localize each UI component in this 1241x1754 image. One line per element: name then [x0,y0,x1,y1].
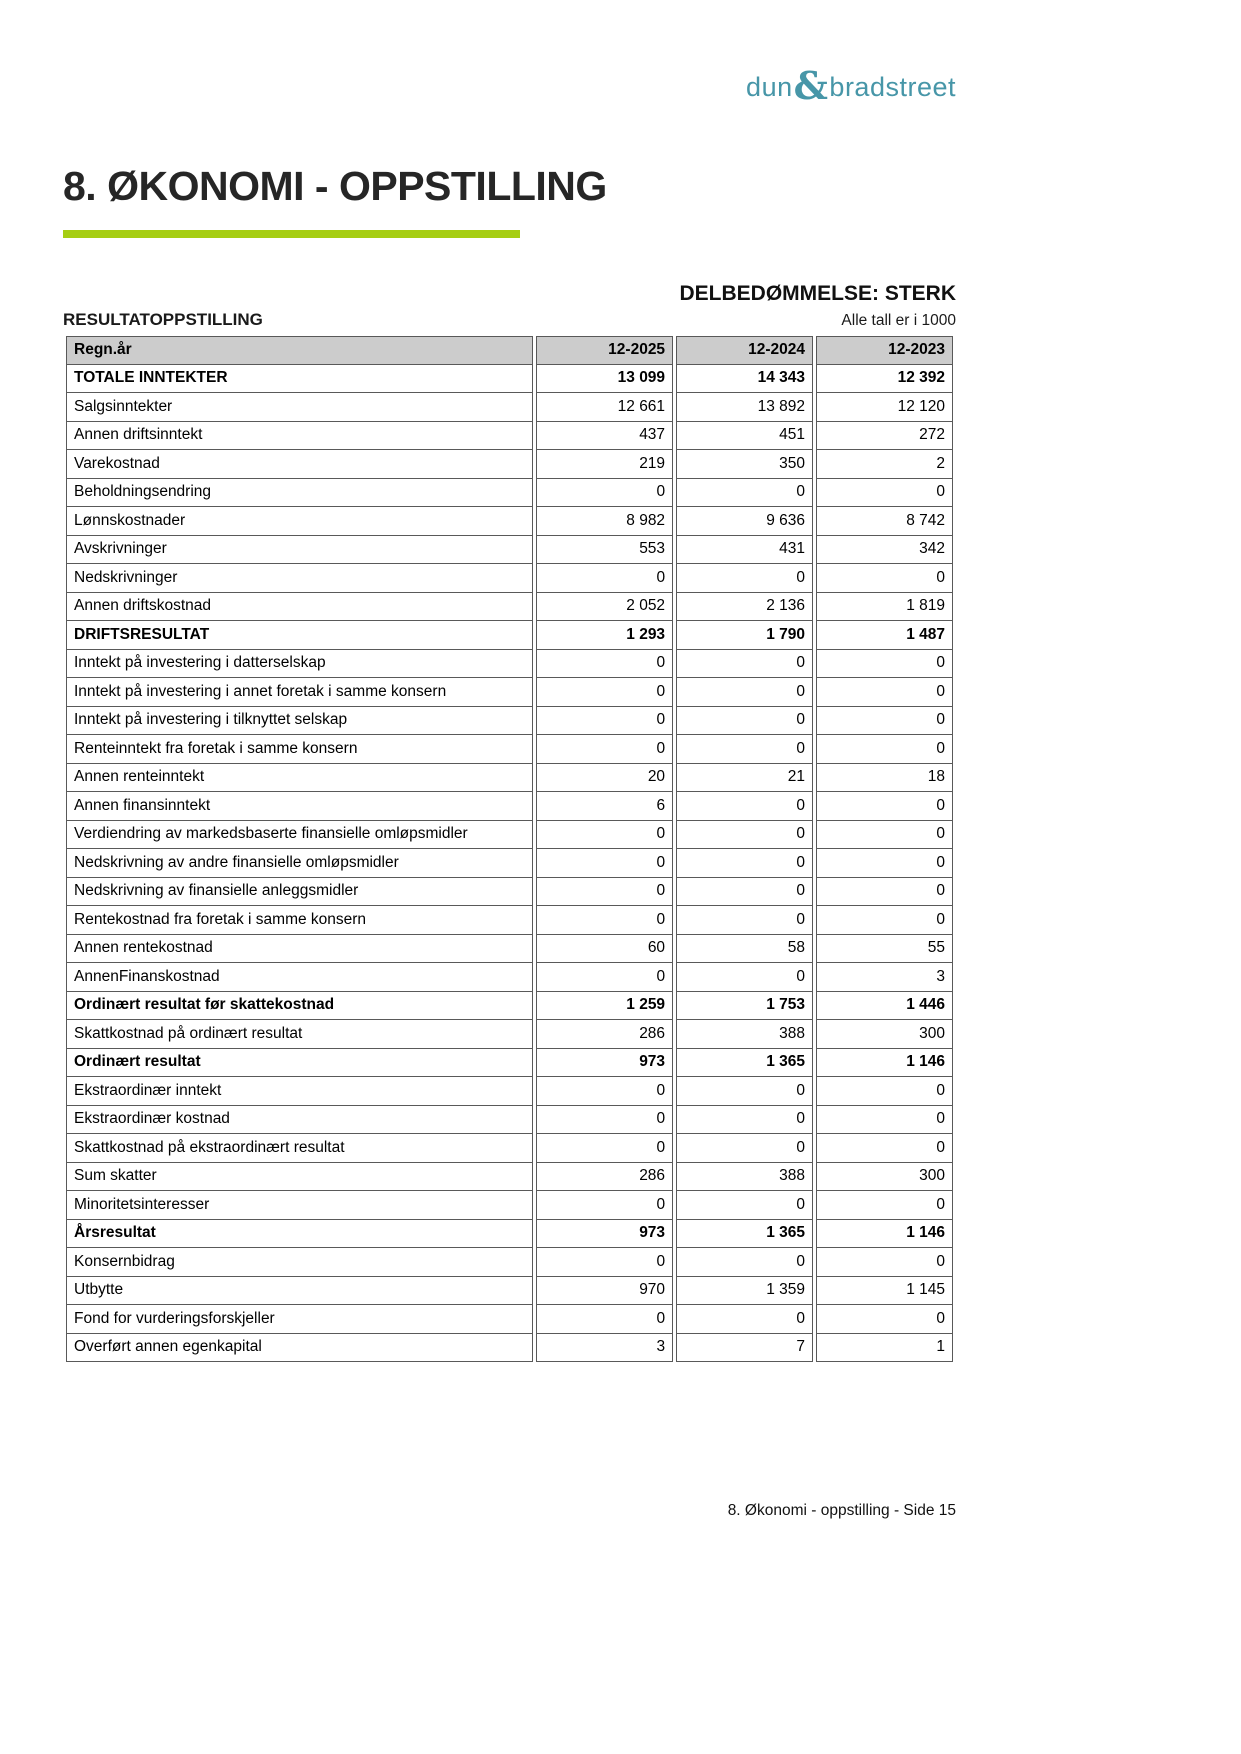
row-label: Inntekt på investering i tilknyttet selskap [66,707,533,736]
table-row [66,821,953,850]
row-value: 0 [816,1106,953,1135]
row-value: 20 [536,764,673,793]
table-title: RESULTATOPPSTILLING [63,310,263,329]
row-value: 0 [816,821,953,850]
row-value: 553 [536,536,673,565]
row-label: Sum skatter [66,1163,533,1192]
row-value: 0 [536,650,673,679]
row-value: 451 [676,422,813,451]
table-row [66,735,953,764]
row-value: 0 [676,849,813,878]
table-row [66,507,953,536]
row-value: 0 [816,564,953,593]
table-row [66,1305,953,1334]
table-row [66,1334,953,1363]
row-value: 0 [676,1248,813,1277]
logo-row [63,63,956,108]
row-value: 0 [676,1106,813,1135]
row-value: 0 [536,821,673,850]
row-value: 0 [536,678,673,707]
table-row [66,422,953,451]
income-statement-table [63,336,956,1362]
row-value: 6 [536,792,673,821]
row-label: DRIFTSRESULTAT [66,621,533,650]
row-label: Konsernbidrag [66,1248,533,1277]
row-label: Annen finansinntekt [66,792,533,821]
row-value: 1 145 [816,1277,953,1306]
table-row [66,1191,953,1220]
logo-text-dun: dun [746,72,793,102]
row-value: 13 099 [536,365,673,394]
row-value: 1 790 [676,621,813,650]
row-value: 0 [816,479,953,508]
row-value: 21 [676,764,813,793]
table-row [66,764,953,793]
row-value: 0 [536,1134,673,1163]
column-header-label: Regn.år [66,336,533,365]
row-value: 0 [816,1305,953,1334]
row-label: Nedskrivning av andre finansielle omløpsmidler [66,849,533,878]
accent-bar [63,230,520,238]
table-row [66,1106,953,1135]
table-row [66,963,953,992]
row-value: 0 [536,906,673,935]
row-value: 1 146 [816,1220,953,1249]
row-value: 0 [536,735,673,764]
table-row [66,1248,953,1277]
row-value: 2 [816,450,953,479]
table-row [66,1077,953,1106]
row-value: 300 [816,1163,953,1192]
row-value: 0 [816,1134,953,1163]
row-value: 14 343 [676,365,813,394]
row-value: 3 [536,1334,673,1363]
table-row [66,650,953,679]
row-label: Rentekostnad fra foretak i samme konsern [66,906,533,935]
units-note: Alle tall er i 1000 [841,312,956,329]
row-value: 0 [816,849,953,878]
row-value: 2 136 [676,593,813,622]
row-value: 437 [536,422,673,451]
row-label: Ekstraordinær inntekt [66,1077,533,1106]
row-value: 8 742 [816,507,953,536]
column-header-year: 12-2023 [816,336,953,365]
column-header-year: 12-2025 [536,336,673,365]
row-value: 0 [816,650,953,679]
row-value: 300 [816,1020,953,1049]
row-label: Annen driftskostnad [66,593,533,622]
row-value: 219 [536,450,673,479]
table-row [66,564,953,593]
row-value: 12 120 [816,393,953,422]
row-label: Inntekt på investering i annet foretak i samme konsern [66,678,533,707]
row-label: Beholdningsendring [66,479,533,508]
row-value: 0 [536,707,673,736]
table-row [66,1134,953,1163]
row-value: 1 293 [536,621,673,650]
row-value: 0 [536,1077,673,1106]
row-value: 0 [816,906,953,935]
table-row [66,878,953,907]
row-value: 3 [816,963,953,992]
row-value: 0 [676,1305,813,1334]
row-value: 0 [676,1077,813,1106]
row-value: 0 [816,707,953,736]
row-value: 286 [536,1163,673,1192]
row-value: 1 359 [676,1277,813,1306]
table-row [66,1163,953,1192]
row-value: 0 [536,849,673,878]
content-column [63,0,956,1362]
row-label: Annen driftsinntekt [66,422,533,451]
row-label: Minoritetsinteresser [66,1191,533,1220]
row-label: Varekostnad [66,450,533,479]
row-value: 431 [676,536,813,565]
row-value: 388 [676,1163,813,1192]
row-label: Salgsinntekter [66,393,533,422]
row-value: 0 [676,906,813,935]
row-value: 0 [816,735,953,764]
row-value: 1 753 [676,992,813,1021]
row-value: 2 052 [536,593,673,622]
table-body [66,365,953,1363]
row-label: AnnenFinanskostnad [66,963,533,992]
row-value: 0 [676,678,813,707]
row-value: 388 [676,1020,813,1049]
row-label: Verdiendring av markedsbaserte finansielle omløpsmidler [66,821,533,850]
dun-bradstreet-logo: dun & bradstreet [746,63,956,108]
row-value: 0 [816,1248,953,1277]
row-label: Skattkostnad på ekstraordinært resultat [66,1134,533,1163]
table-row [66,1049,953,1078]
table-row [66,621,953,650]
row-value: 0 [816,792,953,821]
row-label: Inntekt på investering i datterselskap [66,650,533,679]
row-label: Årsresultat [66,1220,533,1249]
row-value: 1 [816,1334,953,1363]
row-value: 342 [816,536,953,565]
row-label: Renteinntekt fra foretak i samme konsern [66,735,533,764]
row-value: 350 [676,450,813,479]
row-value: 0 [536,479,673,508]
row-value: 0 [536,564,673,593]
row-value: 0 [536,878,673,907]
row-value: 9 636 [676,507,813,536]
row-value: 0 [676,707,813,736]
row-value: 8 982 [536,507,673,536]
table-row [66,678,953,707]
row-label: Overført annen egenkapital [66,1334,533,1363]
row-value: 0 [816,678,953,707]
row-value: 973 [536,1049,673,1078]
row-value: 0 [536,1106,673,1135]
table-row [66,849,953,878]
row-value: 0 [816,1191,953,1220]
rating-label: DELBEDØMMELSE: STERK [679,282,956,305]
row-value: 0 [676,1134,813,1163]
table-row [66,792,953,821]
row-value: 1 259 [536,992,673,1021]
table-header-row [66,336,953,365]
page-title: 8. ØKONOMI - OPPSTILLING [63,163,607,209]
table-row [66,479,953,508]
row-value: 18 [816,764,953,793]
row-value: 286 [536,1020,673,1049]
table-row [66,935,953,964]
row-value: 1 365 [676,1049,813,1078]
row-label: Lønnskostnader [66,507,533,536]
row-label: Avskrivninger [66,536,533,565]
row-value: 0 [676,878,813,907]
row-value: 0 [676,564,813,593]
row-label: Ekstraordinær kostnad [66,1106,533,1135]
row-label: Annen renteinntekt [66,764,533,793]
row-value: 1 487 [816,621,953,650]
row-value: 272 [816,422,953,451]
row-label: Annen rentekostnad [66,935,533,964]
table-row [66,536,953,565]
row-value: 0 [536,1191,673,1220]
row-value: 973 [536,1220,673,1249]
row-label: Ordinært resultat før skattekostnad [66,992,533,1021]
row-value: 12 661 [536,393,673,422]
table-row [66,393,953,422]
row-value: 60 [536,935,673,964]
table-row [66,1220,953,1249]
row-label: Ordinært resultat [66,1049,533,1078]
row-value: 0 [536,963,673,992]
table-row [66,906,953,935]
row-value: 1 446 [816,992,953,1021]
row-value: 0 [536,1305,673,1334]
row-value: 55 [816,935,953,964]
row-value: 12 392 [816,365,953,394]
row-label: Utbytte [66,1277,533,1306]
row-value: 0 [676,1191,813,1220]
logo-text-bradstreet: bradstreet [829,72,956,102]
row-value: 970 [536,1277,673,1306]
row-value: 0 [536,1248,673,1277]
row-value: 0 [676,650,813,679]
table-row [66,365,953,394]
column-header-year: 12-2024 [676,336,813,365]
row-value: 0 [676,792,813,821]
row-value: 0 [816,1077,953,1106]
table-row [66,707,953,736]
row-label: TOTALE INNTEKTER [66,365,533,394]
row-value: 7 [676,1334,813,1363]
row-label: Skattkostnad på ordinært resultat [66,1020,533,1049]
row-value: 0 [676,963,813,992]
row-label: Nedskrivning av finansielle anleggsmidler [66,878,533,907]
table-row [66,992,953,1021]
table-row [66,1277,953,1306]
row-value: 1 819 [816,593,953,622]
row-value: 0 [816,878,953,907]
row-label: Fond for vurderingsforskjeller [66,1305,533,1334]
table-row [66,1020,953,1049]
row-value: 58 [676,935,813,964]
row-value: 1 146 [816,1049,953,1078]
row-value: 0 [676,735,813,764]
row-value: 13 892 [676,393,813,422]
table-row [66,593,953,622]
table-row [66,450,953,479]
row-value: 1 365 [676,1220,813,1249]
page-footer: 8. Økonomi - oppstilling - Side 15 [727,1502,956,1519]
row-value: 0 [676,821,813,850]
row-value: 0 [676,479,813,508]
row-label: Nedskrivninger [66,564,533,593]
